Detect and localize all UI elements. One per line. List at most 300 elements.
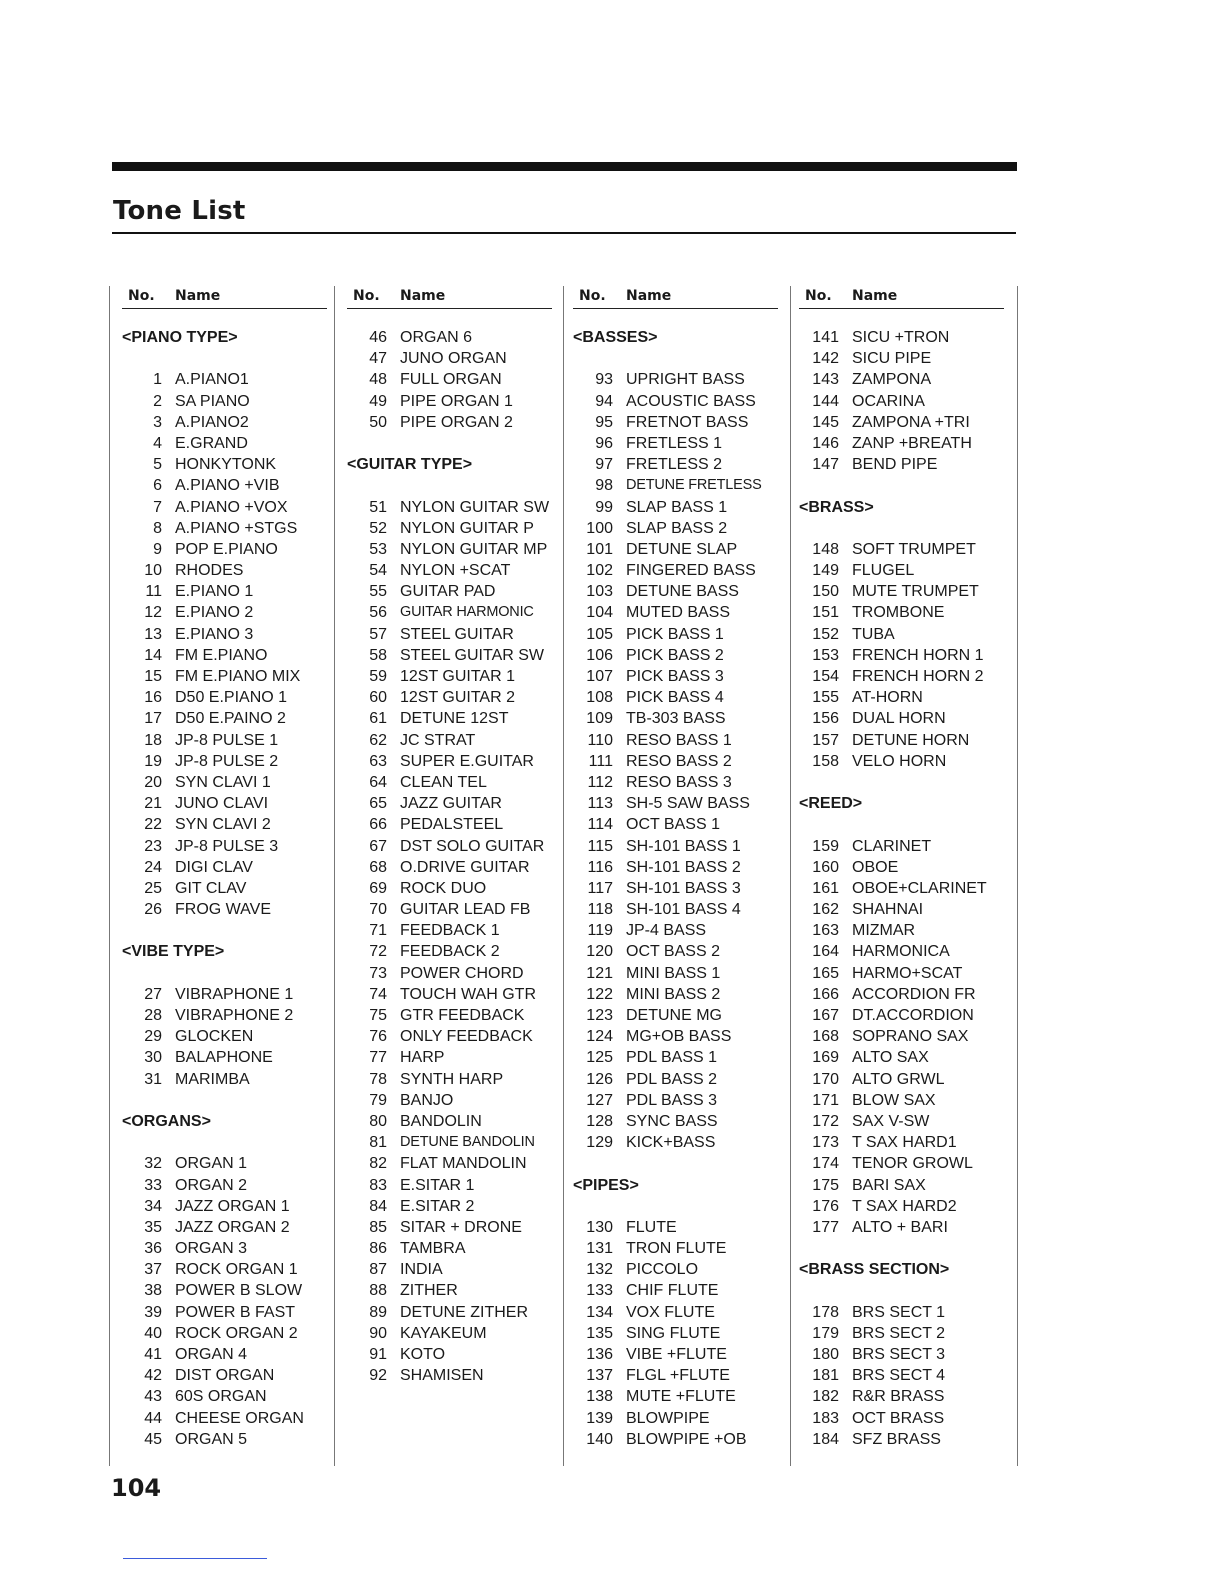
tone-row [799, 1132, 1004, 1153]
tone-number: 43 [144, 1388, 162, 1406]
tone-row [573, 560, 778, 581]
column-header [799, 286, 1004, 309]
tone-number: 99 [595, 498, 613, 516]
category-label: <PIANO TYPE> [122, 329, 238, 346]
tone-number: 28 [144, 1007, 162, 1024]
tone-row [799, 836, 1004, 857]
tone-number: 110 [587, 731, 613, 749]
tone-number: 132 [586, 1261, 613, 1279]
tone-row [347, 1153, 552, 1174]
tone-row [799, 560, 1004, 581]
tone-number: 33 [144, 1176, 162, 1194]
tone-number: 181 [812, 1367, 839, 1385]
tone-row [347, 497, 552, 518]
tone-row [799, 369, 1004, 390]
tone-number: 131 [586, 1240, 613, 1258]
tone-number: 157 [812, 731, 839, 749]
tone-row [122, 1069, 327, 1090]
tone-row [573, 1090, 778, 1111]
tone-name: MUTED BASS [626, 604, 731, 622]
tone-row [347, 518, 552, 539]
tone-name: FLUGEL [852, 562, 915, 580]
tone-row [122, 1259, 327, 1280]
tone-name: FRENCH HORN 1 [852, 646, 984, 664]
tone-name: FINGERED BASS [626, 562, 756, 580]
tone-number: 103 [586, 583, 613, 601]
category-heading [799, 1259, 1004, 1280]
tone-row [799, 730, 1004, 751]
tone-number: 107 [586, 668, 613, 685]
tone-number: 75 [369, 1007, 387, 1024]
header-no: No. [128, 288, 155, 304]
tone-number: 119 [587, 922, 613, 940]
tone-number: 113 [587, 795, 613, 813]
tone-number: 93 [595, 371, 613, 389]
tone-name: 12ST GUITAR 1 [400, 668, 515, 685]
tone-name: SH-101 BASS 2 [626, 858, 741, 876]
tone-row [122, 751, 327, 772]
tone-row [799, 899, 1004, 920]
tone-name: NYLON GUITAR SW [400, 498, 550, 516]
tone-name: ROCK ORGAN 2 [175, 1324, 298, 1342]
tone-name: GIT CLAV [175, 879, 247, 897]
tone-number: 90 [369, 1324, 387, 1342]
tone-row [347, 1132, 552, 1153]
tone-name: SHAMISEN [400, 1367, 484, 1385]
tone-number: 59 [369, 668, 387, 685]
tone-name: BLOWPIPE +OB [626, 1430, 747, 1448]
tone-row [573, 454, 778, 475]
tone-number: 23 [144, 837, 162, 855]
tone-row [573, 836, 778, 857]
tone-number: 80 [369, 1112, 387, 1130]
tone-row [347, 857, 552, 878]
tone-number: 162 [812, 901, 839, 919]
tone-row [347, 1047, 552, 1068]
tone-row [122, 730, 327, 751]
tone-row [799, 920, 1004, 941]
tone-name: ACOUSTIC BASS [626, 392, 756, 410]
column-divider [790, 286, 791, 1466]
column-header [122, 286, 327, 309]
tone-row [347, 412, 552, 433]
tone-row [573, 475, 778, 496]
tone-name: PDL BASS 3 [626, 1091, 718, 1109]
tone-row [347, 941, 552, 962]
tone-name: DT.ACCORDION [852, 1007, 974, 1024]
tone-number: 77 [369, 1049, 387, 1067]
tone-row [573, 539, 778, 560]
tone-row [573, 1005, 778, 1026]
tone-row [347, 666, 552, 687]
tone-row [573, 412, 778, 433]
tone-name: FRETNOT BASS [626, 413, 749, 431]
tone-name: JP-4 BASS [626, 922, 707, 940]
tone-name: JP-8 PULSE 2 [175, 752, 279, 770]
tone-name: MINI BASS 2 [626, 985, 721, 1003]
tone-row [573, 624, 778, 645]
tone-number: 9 [153, 540, 162, 558]
tone-row [347, 772, 552, 793]
tone-name: OBOE+CLARINET [852, 879, 987, 897]
tone-number: 183 [812, 1409, 839, 1427]
tone-row [347, 1196, 552, 1217]
tone-number: 54 [369, 562, 387, 580]
tone-row [573, 920, 778, 941]
tone-number: 68 [369, 858, 387, 876]
tone-row [122, 1344, 327, 1365]
tone-number: 144 [812, 392, 839, 410]
tone-number: 170 [812, 1070, 839, 1088]
tone-number: 168 [812, 1028, 839, 1046]
tone-name: GUITAR HARMONIC [400, 604, 534, 621]
tone-number: 98 [595, 477, 613, 495]
tone-name: JUNO ORGAN [400, 350, 507, 368]
tone-row [799, 1026, 1004, 1047]
tone-number: 6 [153, 477, 162, 495]
tone-name: O.DRIVE GUITAR [400, 858, 530, 876]
tone-row [799, 878, 1004, 899]
tone-name: KAYAKEUM [400, 1324, 487, 1342]
tone-row [573, 1280, 778, 1301]
tone-number: 136 [586, 1346, 613, 1363]
tone-row [347, 899, 552, 920]
tone-row [799, 666, 1004, 687]
tone-name: TROMBONE [852, 604, 945, 622]
tone-number: 100 [586, 519, 613, 537]
tone-number: 56 [369, 604, 387, 622]
tone-number: 161 [812, 879, 839, 897]
tone-name: POP E.PIANO [175, 540, 278, 558]
tone-name: CHIF FLUTE [626, 1282, 719, 1300]
tone-row [122, 412, 327, 433]
tone-row [799, 539, 1004, 560]
tone-row [573, 899, 778, 920]
tone-number: 10 [144, 562, 162, 580]
tone-row [122, 878, 327, 899]
tone-number: 105 [586, 625, 613, 643]
tone-name: DETUNE HORN [852, 731, 970, 749]
tone-name: SICU PIPE [852, 350, 932, 368]
tone-row [799, 857, 1004, 878]
tone-number: 70 [369, 901, 387, 919]
tone-name: OCARINA [852, 392, 925, 410]
tone-row [799, 1429, 1004, 1450]
tone-row [573, 1069, 778, 1090]
tone-name: BRS SECT 2 [852, 1324, 946, 1342]
tone-number: 180 [812, 1346, 839, 1363]
tone-number: 140 [586, 1430, 613, 1448]
tone-number: 39 [144, 1303, 162, 1321]
tone-name: JP-8 PULSE 1 [175, 731, 279, 749]
tone-name: ALTO SAX [852, 1049, 929, 1067]
tone-row [347, 539, 552, 560]
tone-number: 69 [369, 879, 387, 897]
tone-number: 164 [812, 943, 839, 961]
category-heading [799, 793, 1004, 814]
tone-row [122, 687, 327, 708]
tone-number: 133 [586, 1282, 613, 1300]
tone-number: 117 [587, 879, 613, 897]
tone-name: PICK BASS 3 [626, 668, 724, 685]
tone-number: 30 [144, 1049, 162, 1067]
tone-name: TENOR GROWL [852, 1155, 973, 1173]
tone-row [122, 391, 327, 412]
tone-name: ORGAN 2 [175, 1176, 248, 1194]
tone-row [347, 984, 552, 1005]
tone-row [573, 1259, 778, 1280]
tone-number: 142 [812, 350, 839, 368]
tone-name: VOX FLUTE [626, 1303, 715, 1321]
column-rows [573, 309, 778, 1450]
tone-row [799, 327, 1004, 348]
tone-row [573, 984, 778, 1005]
tone-row [122, 793, 327, 814]
tone-name: INDIA [400, 1261, 443, 1279]
tone-row [347, 602, 552, 623]
tone-row [347, 687, 552, 708]
tone-row [122, 539, 327, 560]
tone-number: 71 [369, 922, 387, 940]
tone-name: SFZ BRASS [852, 1430, 941, 1448]
tone-row [573, 941, 778, 962]
tone-number: 44 [144, 1409, 162, 1427]
tone-row [347, 1344, 552, 1365]
tone-row [799, 1365, 1004, 1386]
tone-name: PIPE ORGAN 2 [400, 413, 513, 431]
tone-row [347, 814, 552, 835]
tone-name: GLOCKEN [175, 1028, 254, 1046]
tone-name: SYNC BASS [626, 1112, 718, 1130]
tone-name: ORGAN 6 [400, 329, 473, 346]
column-divider [563, 286, 564, 1466]
tone-name: A.PIANO +VOX [175, 498, 288, 516]
tone-row [347, 1323, 552, 1344]
tone-number: 47 [369, 350, 387, 368]
tone-row [347, 730, 552, 751]
tone-name: UPRIGHT BASS [626, 371, 745, 389]
tone-name: CLARINET [852, 837, 932, 855]
tone-number: 48 [369, 371, 387, 389]
tone-name: OBOE [852, 858, 899, 876]
tone-name: SLAP BASS 1 [626, 498, 728, 516]
tone-row [347, 1111, 552, 1132]
tone-number: 51 [369, 498, 387, 516]
tone-row [122, 1005, 327, 1026]
tone-name: NYLON GUITAR P [400, 519, 534, 537]
tone-number: 13 [144, 625, 162, 643]
header-name: Name [626, 288, 672, 304]
tone-row [799, 391, 1004, 412]
tone-name: JAZZ ORGAN 2 [175, 1218, 290, 1236]
tone-name: HONKYTONK [175, 456, 277, 474]
tone-name: BLOWPIPE [626, 1409, 710, 1427]
tone-name: ONLY FEEDBACK [400, 1028, 533, 1046]
tone-row [122, 581, 327, 602]
tone-number: 17 [144, 710, 162, 728]
spacer-row [799, 1280, 1004, 1301]
tone-name: E.PIANO 1 [175, 583, 254, 601]
tone-number: 63 [369, 752, 387, 770]
tone-row [122, 518, 327, 539]
tone-number: 34 [144, 1197, 162, 1215]
tone-name: PICK BASS 4 [626, 689, 724, 707]
tone-number: 95 [595, 413, 613, 431]
tone-row [573, 878, 778, 899]
tone-row [122, 369, 327, 390]
tone-row [799, 1323, 1004, 1344]
tone-row [573, 518, 778, 539]
tone-number: 153 [812, 646, 839, 664]
tone-name: SH-101 BASS 3 [626, 879, 741, 897]
tone-number: 32 [144, 1155, 162, 1173]
column-rows [122, 309, 327, 1450]
tone-row [799, 941, 1004, 962]
tone-row [122, 497, 327, 518]
tone-row [799, 687, 1004, 708]
tone-row [573, 369, 778, 390]
tone-number: 60 [369, 689, 387, 707]
spacer-row [122, 963, 327, 984]
tone-row [573, 433, 778, 454]
tone-number: 16 [144, 689, 162, 707]
column-divider [1017, 286, 1018, 1466]
tone-name: BANDOLIN [400, 1112, 482, 1130]
tone-number: 88 [369, 1282, 387, 1300]
tone-number: 129 [586, 1134, 613, 1152]
tone-row [573, 1238, 778, 1259]
tone-number: 5 [153, 456, 162, 474]
tone-name: DETUNE ZITHER [400, 1303, 528, 1321]
tone-row [799, 454, 1004, 475]
tone-row [122, 899, 327, 920]
tone-name: MUTE TRUMPET [852, 583, 979, 601]
category-label: <PIPES> [573, 1176, 639, 1194]
tone-name: VIBRAPHONE 2 [175, 1007, 294, 1024]
tone-name: 12ST GUITAR 2 [400, 689, 515, 707]
tone-name: RHODES [175, 562, 244, 580]
tone-row [122, 1323, 327, 1344]
tone-number: 73 [369, 964, 387, 982]
tone-row [799, 624, 1004, 645]
tone-row [799, 1196, 1004, 1217]
page-title: Tone List [113, 196, 246, 226]
tone-number: 104 [586, 604, 613, 622]
tone-name: BANJO [400, 1091, 454, 1109]
tone-name: ROCK ORGAN 1 [175, 1261, 298, 1279]
tone-number: 61 [369, 710, 387, 728]
tone-row [573, 1217, 778, 1238]
spacer-row [573, 1196, 778, 1217]
tone-name: SICU +TRON [852, 329, 950, 346]
spacer-row [799, 814, 1004, 835]
tone-name: E.SITAR 2 [400, 1197, 475, 1215]
category-heading [122, 1111, 327, 1132]
tone-name: DUAL HORN [852, 710, 946, 728]
tone-name: STEEL GUITAR SW [400, 646, 545, 664]
tone-name: TAMBRA [400, 1240, 466, 1258]
tone-row [799, 1069, 1004, 1090]
tone-number: 57 [369, 625, 387, 643]
tone-name: JAZZ ORGAN 1 [175, 1197, 290, 1215]
tone-name: BALAPHONE [175, 1049, 273, 1067]
tone-row [347, 1365, 552, 1386]
tone-name: BRS SECT 3 [852, 1346, 946, 1363]
tone-column-2 [347, 286, 552, 1386]
tone-row [122, 1153, 327, 1174]
tone-number: 35 [144, 1218, 162, 1236]
tone-row [573, 751, 778, 772]
tone-row [573, 1408, 778, 1429]
tone-number: 175 [812, 1176, 839, 1194]
tone-row [347, 1175, 552, 1196]
tone-name: KOTO [400, 1346, 446, 1363]
spacer-row [122, 348, 327, 369]
tone-number: 134 [586, 1303, 613, 1321]
category-heading [122, 941, 327, 962]
tone-number: 166 [812, 985, 839, 1003]
tone-number: 138 [586, 1388, 613, 1406]
tone-name: PEDALSTEEL [400, 816, 504, 834]
tone-row [347, 645, 552, 666]
tone-name: VIBE +FLUTE [626, 1346, 727, 1363]
tone-name: SING FLUTE [626, 1324, 721, 1342]
tone-row [122, 1302, 327, 1323]
tone-row [573, 645, 778, 666]
tone-row [122, 814, 327, 835]
tone-name: DETUNE SLAP [626, 540, 738, 558]
tone-row [573, 772, 778, 793]
tone-column-1 [122, 286, 327, 1450]
tone-name: SA PIANO [175, 392, 250, 410]
tone-row [799, 984, 1004, 1005]
tone-number: 87 [369, 1261, 387, 1279]
tone-number: 3 [153, 413, 162, 431]
tone-name: FEEDBACK 1 [400, 922, 500, 940]
tone-name: MG+OB BASS [626, 1028, 732, 1046]
tone-name: FM E.PIANO [175, 646, 268, 664]
tone-name: A.PIANO +STGS [175, 519, 298, 537]
tone-number: 108 [586, 689, 613, 707]
tone-row [347, 1090, 552, 1111]
tone-name: HARP [400, 1049, 445, 1067]
tone-number: 1 [153, 371, 162, 389]
tone-row [347, 1005, 552, 1026]
tone-name: DETUNE BASS [626, 583, 739, 601]
tone-row [347, 369, 552, 390]
tone-name: STEEL GUITAR [400, 625, 514, 643]
spacer-row [799, 518, 1004, 539]
spacer-row [799, 475, 1004, 496]
tone-name: ZANP +BREATH [852, 434, 972, 452]
tone-number: 15 [144, 668, 162, 685]
tone-number: 8 [153, 519, 162, 537]
tone-name: PDL BASS 1 [626, 1049, 718, 1067]
tone-number: 167 [812, 1007, 839, 1024]
category-label: <BRASS SECTION> [799, 1261, 950, 1279]
tone-name: ALTO GRWL [852, 1070, 945, 1088]
tone-row [347, 1302, 552, 1323]
category-heading [122, 327, 327, 348]
tone-row [122, 1238, 327, 1259]
tone-number: 149 [812, 562, 839, 580]
tone-row [347, 836, 552, 857]
tone-row [122, 433, 327, 454]
tone-row [799, 412, 1004, 433]
tone-name: DETUNE 12ST [400, 710, 509, 728]
tone-name: ZAMPONA [852, 371, 932, 389]
tone-name: T SAX HARD2 [852, 1197, 957, 1215]
